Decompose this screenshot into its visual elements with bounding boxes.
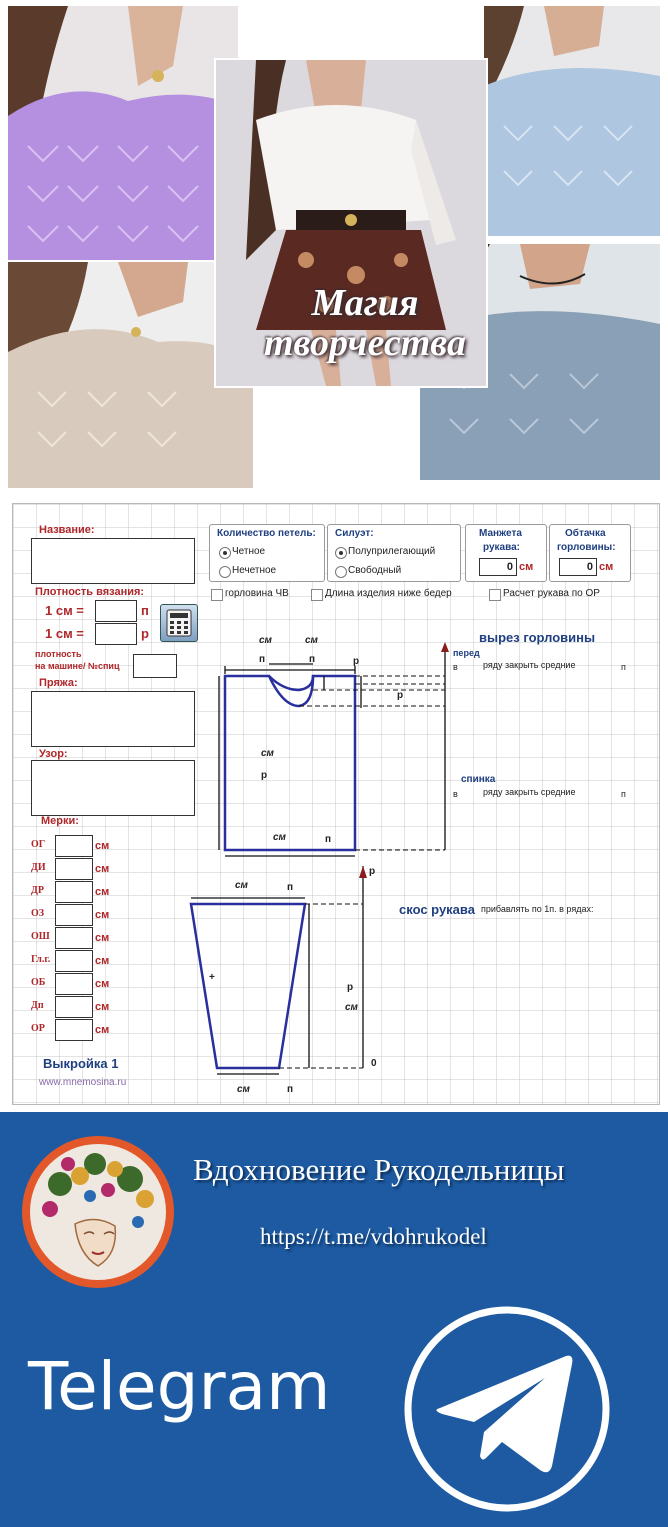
measurement-label: ОШ (31, 931, 50, 942)
front-close-middle: ряду закрыть средние (483, 660, 576, 670)
dim-sleeve-r-top: р (369, 866, 376, 877)
stitch-count-title: Количество петель: (217, 528, 316, 539)
dim-cm-height: см (261, 748, 274, 759)
radio-semi-fitted-label: Полуприлегающий (348, 546, 436, 557)
dim-sleeve-cm-bottom: см (237, 1084, 250, 1095)
dim-sleeve-p-bottom: п (287, 1084, 294, 1095)
measurement-unit: см (95, 1024, 110, 1036)
density-label: Плотность вязания: (35, 586, 145, 598)
machine-density-line2: на машине/ №спиц (35, 661, 120, 671)
measurements-label: Мерки: (41, 815, 79, 827)
measurement-unit: см (95, 932, 110, 944)
telegram-wordmark: Telegram (28, 1348, 331, 1425)
neck-facing-title-1: Обтачка (565, 528, 606, 539)
photo-lavender-sweater (8, 6, 238, 260)
back-label: спинка (461, 774, 496, 785)
cuff-title-2: рукава: (483, 542, 521, 553)
dim-sleeve-cm-top: см (235, 880, 248, 891)
telegram-icon[interactable] (402, 1304, 612, 1514)
measurement-label: ДИ (31, 862, 46, 873)
checkbox-length-below-hips-label: Длина изделия ниже бедер (325, 588, 452, 599)
dim-cm-width: см (273, 832, 286, 843)
measurement-label: Дп (31, 1000, 44, 1011)
neck-facing-unit: см (599, 561, 614, 573)
dim-r-height: р (261, 770, 268, 781)
cuff-title-1: Манжета (479, 528, 522, 539)
cuff-value-input[interactable]: 0 (479, 558, 517, 576)
dimension-lines (191, 664, 361, 1074)
knitting-calculator (12, 503, 660, 1105)
site-link[interactable]: www.mnemosina.ru (39, 1077, 127, 1088)
back-close-middle: ряду закрыть средние (483, 787, 576, 797)
sleeve-zero: 0 (371, 1058, 377, 1069)
channel-url[interactable]: https://t.me/vdohrukodel (260, 1224, 487, 1249)
back-in: в (453, 789, 458, 799)
dim-cm-1: см (259, 635, 272, 646)
silhouette-title: Силуэт: (335, 528, 374, 539)
pattern-name: Выкройка 1 (43, 1056, 119, 1071)
neckline-title: вырез горловины (479, 630, 596, 645)
measurement-unit: см (95, 955, 110, 967)
dim-p-width: п (325, 834, 332, 845)
front-p: п (621, 662, 626, 672)
measurement-unit: см (95, 840, 110, 852)
radio-free-label: Свободный (348, 565, 402, 576)
dim-r-2: р (397, 690, 404, 701)
measurement-label: Гл.г. (31, 954, 51, 965)
dim-p-1: п (259, 654, 266, 665)
measurement-unit: см (95, 909, 110, 921)
density-row2-unit: р (141, 626, 149, 641)
sleeve-bevel-title: скос рукава (399, 902, 475, 917)
title-line-1: Магия (311, 282, 419, 324)
density-row1-label: 1 см = (45, 603, 84, 618)
sleeve-outline (191, 904, 305, 1068)
dim-p-2: п (309, 654, 316, 665)
photo-blue-sweater (484, 6, 660, 236)
density-row2-label: 1 см = (45, 626, 84, 641)
machine-density-line1: плотность (35, 649, 82, 659)
channel-title: Вдохновение Рукодельницы (193, 1152, 565, 1187)
measurement-label: ОР (31, 1023, 45, 1034)
front-label: перед (453, 648, 480, 658)
vertical-axis (363, 644, 445, 1068)
measurement-label: ОЗ (31, 908, 45, 919)
measurement-label: ОБ (31, 977, 46, 988)
dim-r-1: р (353, 656, 360, 667)
front-in: в (453, 662, 458, 672)
measurement-unit: см (95, 886, 110, 898)
sleeve-add-rows: прибавлять по 1п. в рядах: (481, 904, 594, 914)
dim-sleeve-p-top: п (287, 882, 294, 893)
sleeve-plus: + (209, 972, 215, 983)
title-line-2: творчества (264, 322, 466, 364)
density-row1-unit: п (141, 603, 149, 618)
pattern-label: Узор: (39, 748, 68, 760)
arrowheads (359, 642, 449, 878)
measurement-label: ОГ (31, 839, 46, 850)
radio-even-label: Четное (232, 546, 266, 557)
measurement-label: ДР (31, 885, 44, 896)
dim-sleeve-r: р (347, 982, 354, 993)
back-p: п (621, 789, 626, 799)
body-outline (225, 676, 355, 850)
pattern-diagram (13, 504, 659, 1104)
neck-facing-title-2: горловины: (557, 542, 616, 553)
neck-facing-value-input[interactable]: 0 (559, 558, 597, 576)
dim-cm-2: см (305, 635, 318, 646)
radio-odd-label: Нечетное (232, 565, 277, 576)
telegram-banner (0, 1112, 668, 1527)
measurement-unit: см (95, 1001, 110, 1013)
dim-sleeve-cm: см (345, 1002, 358, 1013)
collage-title (260, 283, 470, 363)
checkbox-sleeve-by-or-label: Расчет рукава по ОР (503, 588, 600, 599)
measurement-unit: см (95, 863, 110, 875)
sweater-collage (0, 0, 668, 495)
channel-avatar (20, 1134, 176, 1290)
yarn-label: Пряжа: (39, 677, 78, 689)
cuff-unit: см (519, 561, 534, 573)
name-label: Название: (39, 524, 95, 536)
measurement-unit: см (95, 978, 110, 990)
checkbox-neck-cv-label: горловина ЧВ (225, 588, 289, 599)
